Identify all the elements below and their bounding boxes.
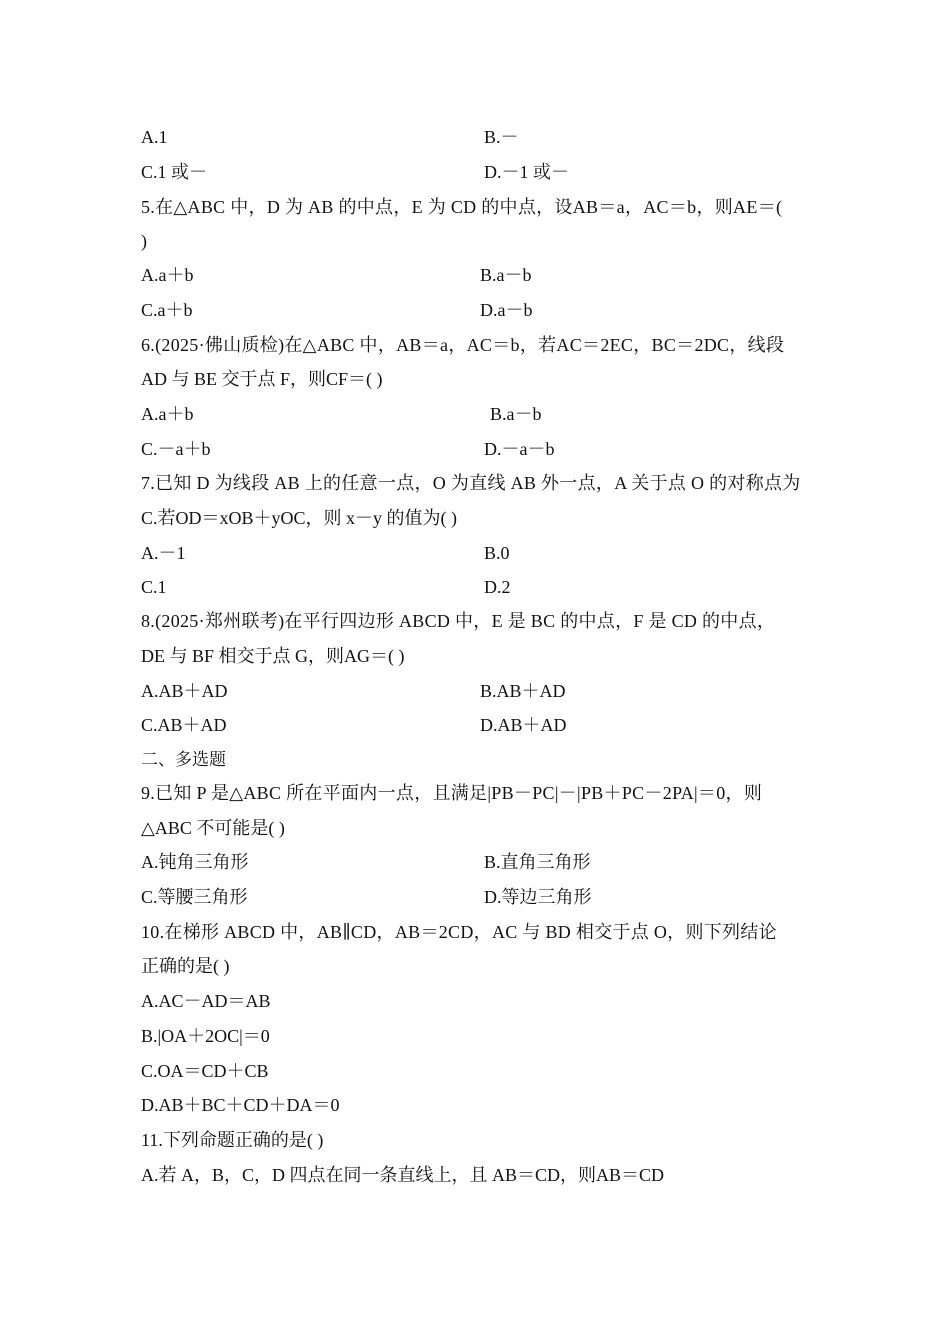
q9-option-b: B.直角三角形 (484, 852, 591, 872)
q5-option-b: B.a－b (480, 265, 532, 285)
q9-stem-line2: △ABC 不可能是( ) (141, 818, 285, 838)
q5-option-d: D.a－b (480, 300, 533, 320)
q10-stem-line2: 正确的是( ) (141, 956, 230, 976)
q10-option-a: A.AC－AD＝AB (141, 991, 271, 1011)
q4-option-b: B.－ (484, 127, 519, 147)
q11-stem-line1: 11.下列命题正确的是( ) (141, 1130, 324, 1150)
q8-stem-line2: DE 与 BF 相交于点 G，则AG＝( ) (141, 646, 405, 666)
q8-option-c: C.AB＋AD (141, 715, 227, 735)
q8-option-a: A.AB＋AD (141, 681, 228, 701)
q6-stem-line1: 6.(2025·佛山质检)在△ABC 中，AB＝a，AC＝b，若AC＝2EC，BC＝2DC，线段 (141, 335, 785, 355)
q8-stem-line1: 8.(2025·郑州联考)在平行四边形 ABCD 中，E 是 BC 的中点，F 是 CD 的中点， (141, 611, 776, 631)
q5-option-a: A.a＋b (141, 265, 194, 285)
q8-option-d: D.AB＋AD (480, 715, 567, 735)
q5-stem-line2: ) (141, 231, 147, 251)
q10-option-d: D.AB＋BC＋CD＋DA＝0 (141, 1095, 340, 1115)
q10-option-c: C.OA＝CD＋CB (141, 1061, 269, 1081)
q9-option-c: C.等腰三角形 (141, 887, 248, 907)
q4-option-a: A.1 (141, 127, 168, 147)
q8-option-b: B.AB＋AD (480, 681, 566, 701)
q5-option-c: C.a＋b (141, 300, 193, 320)
q7-stem-line1: 7.已知 D 为线段 AB 上的任意一点，O 为直线 AB 外一点，A 关于点 O 的对称点为 (141, 473, 801, 493)
q10-option-b: B.|OA＋2OC|＝0 (141, 1026, 270, 1046)
q6-option-c: C.－a＋b (141, 439, 211, 459)
q6-option-a: A.a＋b (141, 404, 194, 424)
q6-option-d: D.－a－b (484, 439, 555, 459)
q7-option-d: D.2 (484, 577, 511, 597)
q9-stem-line1: 9.已知 P 是△ABC 所在平面内一点，且满足|PB－PC|－|PB＋PC－2PA|＝0，则 (141, 783, 763, 803)
q10-stem-line1: 10.在梯形 ABCD 中，AB∥CD，AB＝2CD，AC 与 BD 相交于点 O，则下列结论 (141, 922, 777, 942)
q4-option-c: C.1 或－ (141, 162, 208, 182)
q5-stem-line1: 5.在△ABC 中，D 为 AB 的中点，E 为 CD 的中点，设AB＝a，AC＝b，则AE＝( (141, 197, 783, 217)
section-heading-multiple-choice: 二、多选题 (141, 750, 226, 770)
q6-option-b: B.a－b (490, 404, 542, 424)
q6-stem-line2: AD 与 BE 交于点 F，则CF＝( ) (141, 369, 383, 389)
q4-option-d: D.－1 或－ (484, 162, 569, 182)
q7-option-c: C.1 (141, 577, 167, 597)
q11-option-a: A.若 A，B，C，D 四点在同一条直线上，且 AB＝CD，则AB＝CD (141, 1165, 665, 1185)
q7-option-b: B.0 (484, 543, 510, 563)
q7-stem-line2: C.若OD＝xOB＋yOC，则 x－y 的值为( ) (141, 508, 458, 528)
q7-option-a: A.－1 (141, 543, 186, 563)
q9-option-a: A.钝角三角形 (141, 852, 249, 872)
q9-option-d: D.等边三角形 (484, 887, 592, 907)
